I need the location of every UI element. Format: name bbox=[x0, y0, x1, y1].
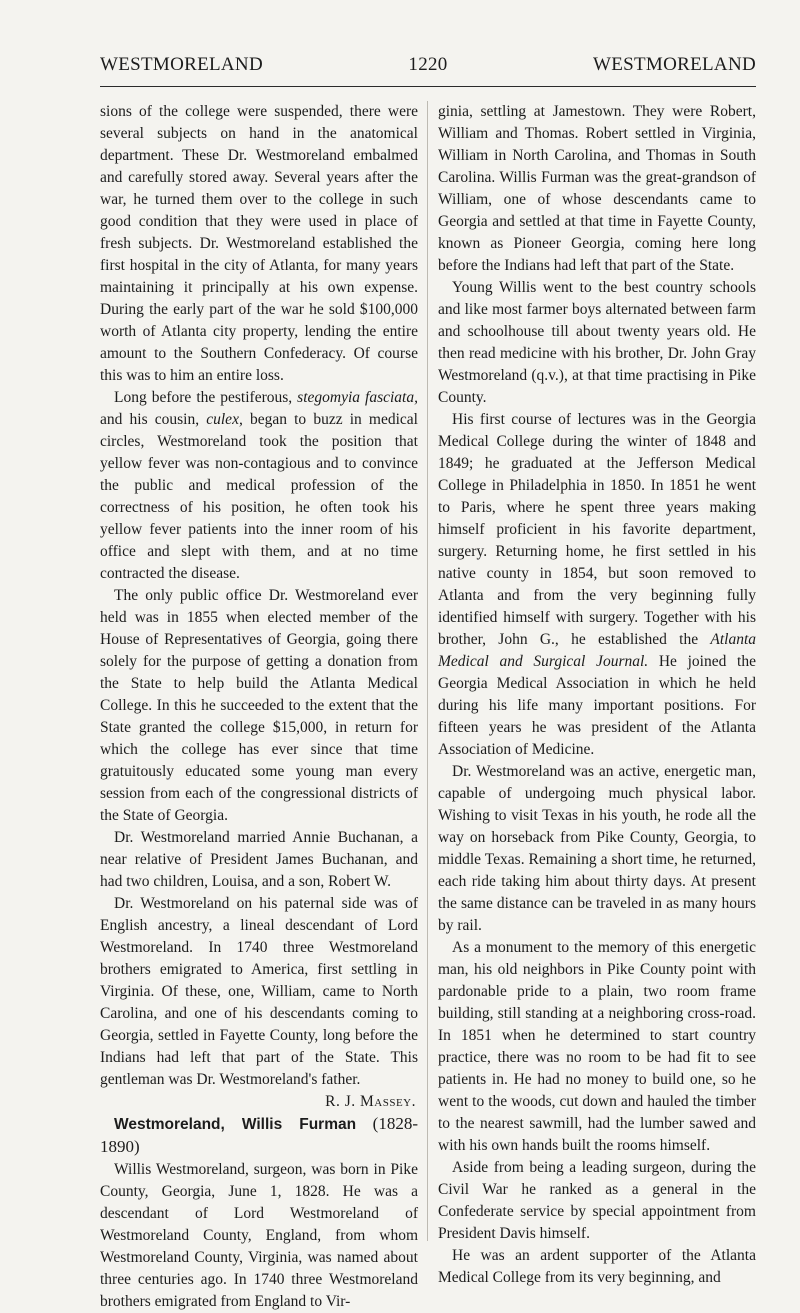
paragraph: Dr. Westmoreland on his paternal side was of English ancestry, a lineal descendant of Lord Westmoreland. In 1740 three Westmoreland brothers emigrated to America, first settling in Virginia. Of these, one, William, came to North Carolina, and one of his descendants coming to Georgia, settled in Fayette County, long before the Indians had left that part of the State. This gentleman was Dr. Westmoreland's father. bbox=[100, 895, 418, 1088]
header-right-title: WESTMORELAND bbox=[593, 54, 756, 75]
right-column bbox=[438, 101, 756, 1289]
paragraph: Aside from being a leading surgeon, during the Civil War he ranked as a general in the Confederate service by special appointment from President Davis himself. bbox=[438, 1159, 756, 1242]
italic-term: culex, bbox=[206, 411, 243, 428]
header-left-title: WESTMORELAND bbox=[100, 54, 263, 75]
paragraph bbox=[100, 387, 418, 585]
paragraph: Dr. Westmoreland married Annie Buchanan, a near relative of President James Buchanan, and had two children, Louisa, and a son, Robert W. bbox=[100, 829, 418, 890]
italic-term: stegomyia fasciata, bbox=[297, 389, 418, 406]
journal-title: Atlanta Medical and Surgical Journal. bbox=[438, 631, 756, 670]
paragraph: He was an ardent supporter of the Atlanta Medical College from its very beginning, and bbox=[438, 1247, 756, 1286]
entry-heading bbox=[100, 1113, 418, 1159]
paragraph: sions of the college were suspended, there were several subjects on hand in the anatomical department. These Dr. Westmoreland embalmed and carefully stored away. Several years after the war, he turned them over to the college in such good condition that they were used in place of fresh subjects. Dr. Westmoreland established the first hospital in the city of Atlanta, for many years maintaining it principally at his own expense. During the early part of the war he sold $100,000 worth of Atlanta city property, lending the entire amount to the Southern Confederacy. Of course this was to him an entire loss. bbox=[100, 103, 418, 384]
paragraph: As a monument to the memory of this energetic man, his old neighbors in Pike County point with pardonable pride to a plain, two room frame building, still standing at a neighboring cross-road. In 1851 when he determined to start country practice, there was no room to be had fit to see patients in. He had no money to build one, so he went to the woods, cut down and hauled the timber to the nearest sawmill, had the lumber sawed and with his own hands built the rooms himself. bbox=[438, 939, 756, 1154]
paragraph: Willis Westmoreland, surgeon, was born in Pike County, Georgia, June 1, 1828. He was a descendant of Lord Westmoreland of Westmoreland County, England, from whom Westmoreland County, Virginia, was named about three centuries ago. In 1740 three Westmoreland brothers emigrated from England to Vir- bbox=[100, 1161, 418, 1310]
entry-dates: (1828-1890) bbox=[100, 1114, 418, 1156]
column-divider bbox=[427, 101, 428, 1241]
paragraph bbox=[438, 409, 756, 761]
left-column bbox=[100, 101, 418, 1313]
header-rule bbox=[100, 86, 756, 87]
running-header bbox=[100, 54, 756, 84]
text-run: Long before the pestiferous, bbox=[114, 389, 298, 406]
text-run: and his cousin, bbox=[100, 411, 207, 428]
text-run: His first course of lectures was in the Georgia Medical College during the winter of 1848 and 1849; he graduated at the Jefferson Medical College in Philadelphia in 1850. In 1851 he went to Paris, where he spent three years making himself proficient in his favorite department, surgery. Returning home, he first settled in his native county in 1854, but soon removed to Atlanta and from the very beginning fully identified himself with surgery. Together with his brother, John G., he established the bbox=[438, 411, 756, 648]
author-signature: R. J. Massey. bbox=[325, 1093, 416, 1110]
page-number: 1220 bbox=[408, 54, 448, 75]
text-run: He joined the Georgia Medical Association in which he held during his life many important positions. For fifteen years he was president of the Atlanta Association of Medicine. bbox=[438, 653, 756, 758]
paragraph: Young Willis went to the best country schools and like most farmer boys alternated between farm and schoolhouse till about twenty years old. He then read medicine with his brother, Dr. John Gray Westmoreland (q.v.), at that time practising in Pike County. bbox=[438, 279, 756, 406]
entry-name: Westmoreland, Willis Furman bbox=[114, 1116, 357, 1133]
paragraph: The only public office Dr. Westmoreland ever held was in 1855 when elected member of the House of Representatives of Georgia, going there solely for the purpose of getting a donation from the State to help build the Atlanta Medical College. In this he succeeded to the extent that the State granted the college $15,000, in return for which the college has ever since that time gratuitously educated some young man every session from each of the congressional districts of the State of Georgia. bbox=[100, 587, 418, 824]
text-run: began to buzz in medical circles, Westmoreland took the position that yellow fever was non-contagious and to convince the public and medical profession of the correctness of his position, he often took his yellow fever patients into the inner room of his office and slept with them, and at no time contracted the disease. bbox=[100, 411, 418, 582]
paragraph: Dr. Westmoreland was an active, energetic man, capable of undergoing much physical labor. Wishing to visit Texas in his youth, he rode all the way on horseback from Pike County, Georgia, to middle Texas. Remaining a short time, he returned, each ride taking him about thirty days. At present the same distance can be traveled in as many hours by rail. bbox=[438, 763, 756, 934]
paragraph: ginia, settling at Jamestown. They were Robert, William and Thomas. Robert settled in Virginia, William in North Carolina, and Thomas in South Carolina. Willis Furman was the great-grandson of William, one of whose descendants came to Georgia and settled at that time in Fayette County, known as Pioneer Georgia, coming here long before the Indians had left that part of the State. bbox=[438, 103, 756, 274]
